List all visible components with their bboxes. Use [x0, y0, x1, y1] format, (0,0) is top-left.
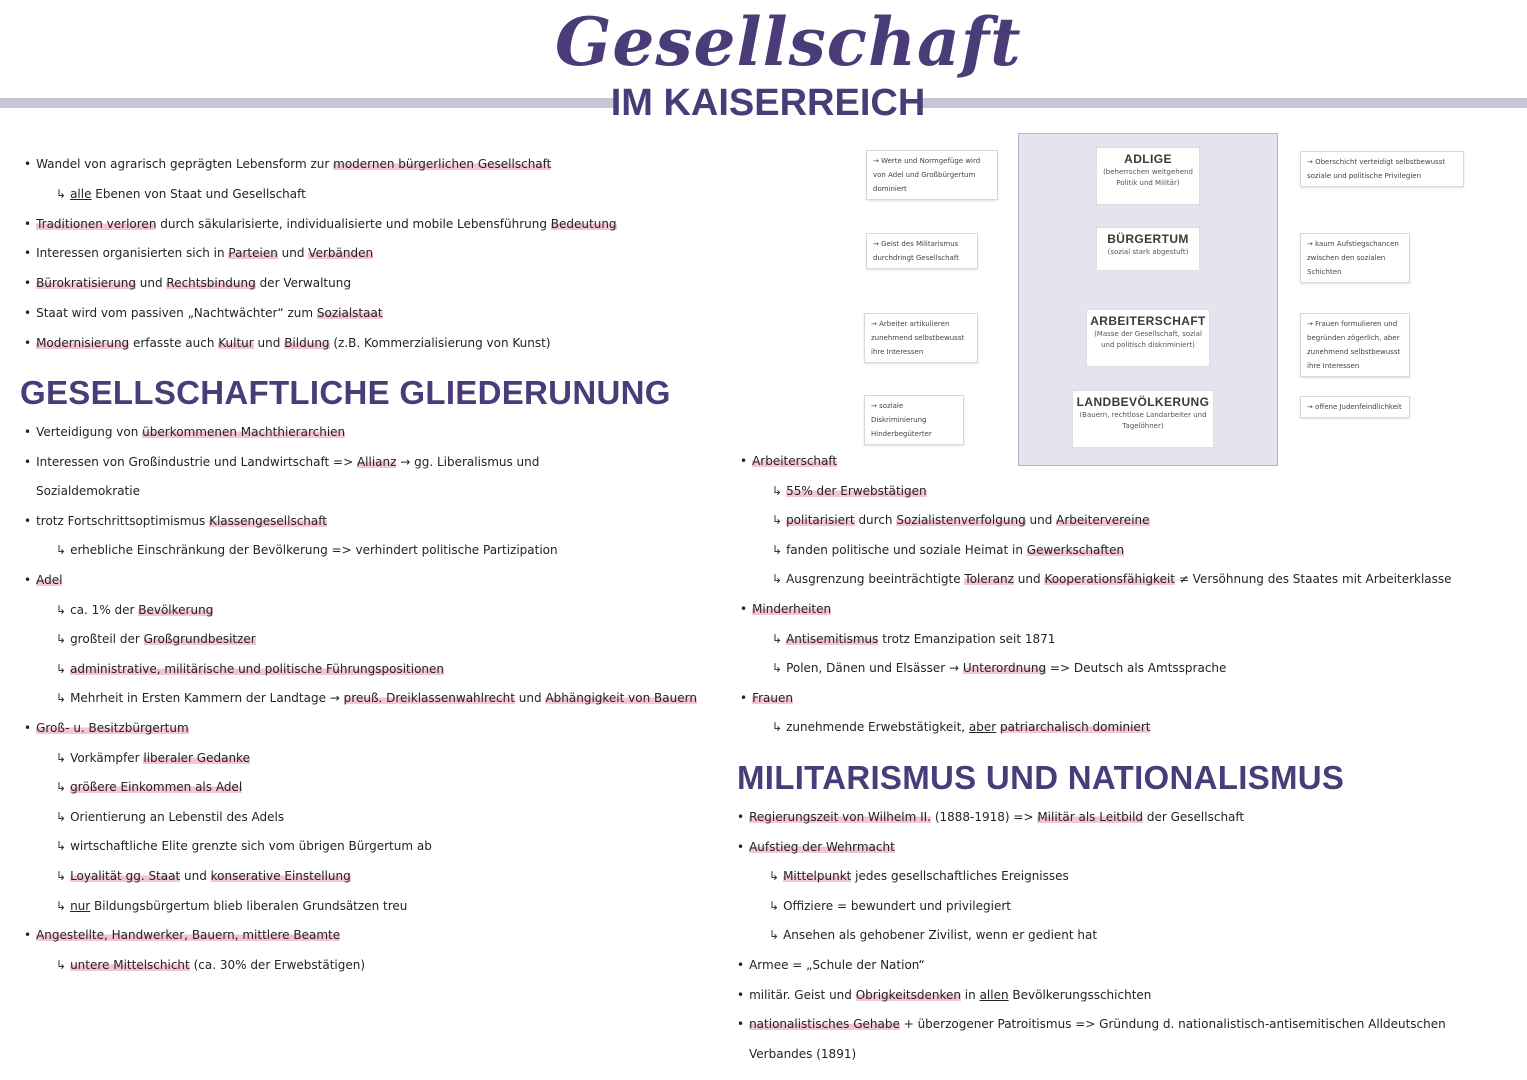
note-text: militär. Geist und — [749, 987, 856, 1002]
society-diagram — [1018, 133, 1278, 466]
hook-arrow-icon: ↳ — [56, 898, 67, 913]
note-text: und — [253, 335, 285, 350]
highlighted-text: Abhängigkeit von Bauern — [545, 691, 697, 706]
sub-point — [769, 867, 1069, 885]
bullet-point — [24, 512, 327, 530]
hook-arrow-icon: ↳ — [769, 869, 780, 884]
title-rule-right — [918, 98, 1527, 108]
bullet-point — [740, 452, 837, 470]
highlighted-text: Sozialstaat — [316, 306, 383, 320]
sub-point — [56, 808, 284, 826]
highlighted-text: patriarchalisch dominiert — [1000, 720, 1151, 735]
bullet-marker: • — [737, 839, 745, 854]
sub-point — [56, 185, 306, 203]
highlighted-text: Bevölkerung — [138, 602, 214, 617]
note-text: erhebliche Einschränkung der Bevölkerung => verhindert politische Partizipation — [70, 543, 558, 558]
note-text: Ausgrenzung beeinträchtigte — [786, 572, 965, 587]
continuation-line — [36, 482, 140, 500]
highlighted-text: Aufstieg der Wehrmacht — [749, 839, 895, 854]
sub-point — [56, 689, 697, 707]
note-text: ca. 1% der — [70, 602, 139, 617]
highlighted-text: Angestellte, Handwerker, Bauern, mittlere Beamte — [36, 928, 341, 943]
highlighted-text: konserative Einstellung — [210, 869, 351, 883]
tier-adlige — [1097, 148, 1199, 204]
hook-arrow-icon: ↳ — [56, 780, 67, 795]
hook-arrow-icon: ↳ — [772, 572, 783, 587]
highlighted-text: Allianz — [356, 454, 397, 469]
highlighted-text: Großgrundbesitzer — [143, 632, 256, 647]
note-text: Bildungsbürgertum blieb liberalen Grundsätzen treu — [90, 898, 408, 913]
highlighted-text: Verbänden — [308, 246, 374, 261]
bullet-marker: • — [24, 157, 32, 171]
tier-arbeiterschaft — [1087, 310, 1209, 366]
note-text: trotz Fortschrittsoptimismus — [36, 513, 210, 528]
highlighted-text: Modernisierung — [36, 335, 130, 350]
section-heading-gliederung: GESELLSCHAFTLICHE GLIEDERUNUNG — [20, 374, 671, 411]
note-text: Bevölkerungsschichten — [1008, 987, 1152, 1002]
hook-arrow-icon: ↳ — [772, 513, 783, 528]
highlighted-text: Regierungszeit von Wilhelm II. — [749, 810, 931, 824]
hook-arrow-icon: ↳ — [56, 839, 67, 854]
bullet-marker: • — [24, 928, 32, 943]
note-text: (z.B. Kommerzialisierung von Kunst) — [329, 335, 551, 350]
highlighted-text: untere Mittelschicht — [70, 957, 190, 972]
hook-arrow-icon: ↳ — [772, 542, 783, 557]
note-text: und — [277, 246, 309, 261]
hook-arrow-icon: ↳ — [56, 750, 67, 765]
hook-arrow-icon: ↳ — [56, 691, 67, 706]
highlighted-text: Bildung — [284, 335, 330, 350]
hook-arrow-icon: ↳ — [769, 898, 780, 913]
note-text: Staat wird vom passiven „Nachtwächter“ zum — [36, 306, 317, 320]
bullet-point — [24, 334, 551, 352]
sub-point — [772, 630, 1055, 648]
note-text: fanden politische und soziale Heimat in — [786, 542, 1027, 557]
highlighted-text: Bedeutung — [550, 216, 617, 231]
sub-point — [56, 867, 351, 885]
hook-arrow-icon: ↳ — [56, 661, 67, 676]
note-text: der Gesellschaft — [1143, 810, 1245, 824]
highlighted-text: Arbeiterschaft — [752, 454, 838, 468]
diagram-note-right: → Oberschicht verteidigt selbstbewusst soziale und politische Privilegien — [1300, 151, 1464, 187]
bullet-marker: • — [737, 958, 745, 972]
sub-point — [56, 778, 242, 796]
note-text: Vorkämpfer — [70, 750, 144, 765]
bullet-marker: • — [24, 246, 32, 261]
note-text: durch — [854, 513, 897, 528]
highlighted-text: Klassengesellschaft — [209, 513, 327, 528]
bullet-point — [24, 155, 551, 173]
note-text: → gg. Liberalismus und — [396, 454, 540, 469]
bullet-marker: • — [737, 987, 745, 1002]
highlighted-text: Kooperationsfähigkeit — [1044, 572, 1175, 587]
highlighted-text: Gewerkschaften — [1026, 542, 1125, 557]
sub-point — [772, 570, 1452, 588]
bullet-point — [737, 838, 895, 856]
highlighted-text: Bürokratisierung — [36, 276, 136, 291]
hook-arrow-icon: ↳ — [769, 928, 780, 943]
note-text: aber — [968, 720, 997, 735]
bullet-point — [737, 956, 925, 974]
note-text: Polen, Dänen und Elsässer → — [786, 661, 963, 676]
highlighted-text: Parteien — [228, 246, 278, 261]
hook-arrow-icon: ↳ — [56, 957, 67, 972]
note-text: und — [1025, 513, 1057, 528]
hook-arrow-icon: ↳ — [56, 602, 67, 617]
highlighted-text: Arbeitervereine — [1056, 513, 1150, 528]
tier-description: (beherrschen weitgehend Politik und Militär) — [1103, 168, 1193, 187]
highlighted-text: Groß- u. Besitzbürgertum — [36, 721, 189, 735]
highlighted-text: Antisemitismus — [786, 631, 879, 646]
note-text: wirtschaftliche Elite grenzte sich vom übrigen Bürgertum ab — [70, 839, 432, 854]
note-text: alle — [70, 186, 92, 201]
highlighted-text: Toleranz — [964, 572, 1014, 587]
highlighted-text: Obrigkeitsdenken — [855, 987, 961, 1002]
bullet-point — [24, 215, 617, 233]
diagram-note-left: → Arbeiter artikulieren zunehmend selbstbewusst ihre Interessen — [864, 313, 978, 363]
bullet-point — [24, 423, 345, 441]
note-text: und — [514, 691, 546, 706]
page-title: Gesellschaft — [555, 3, 1022, 81]
note-text: Mehrheit in Ersten Kammern der Landtage → — [70, 691, 344, 706]
diagram-note-left: → Werte und Normgefüge wird von Adel und Großbürgertum dominiert — [866, 150, 998, 200]
note-text: trotz Emanzipation seit 1871 — [878, 631, 1056, 646]
highlighted-text: liberaler Gedanke — [143, 750, 250, 765]
bullet-marker: • — [740, 602, 748, 616]
note-text: Orientierung an Lebenstil des Adels — [70, 809, 285, 824]
note-text: großteil der — [70, 632, 144, 647]
tier-buergertum — [1097, 228, 1199, 270]
highlighted-text: Adel — [36, 573, 63, 587]
highlighted-text: Mittelpunkt — [783, 869, 852, 884]
note-text: Armee = „Schule der Nation“ — [749, 958, 925, 972]
bullet-point — [24, 244, 373, 262]
highlighted-text: Unterordnung — [962, 661, 1047, 676]
note-text: (ca. 30% der Erwebstätigen) — [189, 957, 366, 972]
highlighted-text: Militär als Leitbild — [1037, 810, 1144, 824]
highlighted-text: Sozialistenverfolgung — [896, 513, 1026, 528]
note-text: durch säkularisierte, individualisierte und mobile Lebensführung — [156, 216, 551, 231]
section-heading-militarismus: MILITARISMUS UND NATIONALISMUS — [737, 759, 1345, 796]
sub-point — [769, 897, 1011, 915]
note-text: in — [960, 987, 980, 1002]
bullet-marker: • — [24, 216, 32, 231]
note-text: Ansehen als gehobener Zivilist, wenn er gedient hat — [783, 928, 1098, 943]
hook-arrow-icon: ↳ — [772, 661, 783, 676]
note-text: (1888-1918) => — [931, 810, 1038, 824]
highlighted-text: preuß. Dreiklassenwahlrecht — [343, 691, 515, 706]
highlighted-text: Kultur — [218, 335, 254, 350]
bullet-point — [24, 571, 62, 589]
highlighted-text: größere Einkommen als Adel — [70, 780, 243, 795]
tier-name: ADLIGE — [1124, 152, 1172, 166]
bullet-marker: • — [740, 690, 748, 705]
bullet-point — [24, 453, 539, 471]
bullet-marker: • — [24, 513, 32, 528]
highlighted-text: Minderheiten — [752, 602, 832, 616]
highlighted-text: Traditionen verloren — [36, 216, 157, 231]
sub-point — [772, 482, 927, 500]
note-text: nur — [70, 898, 91, 913]
highlighted-text: nationalistisches Gehabe — [749, 1017, 900, 1032]
sub-point — [56, 630, 256, 648]
tier-description: (sozial stark abgestuft) — [1107, 248, 1189, 256]
bullet-point — [24, 274, 351, 292]
hook-arrow-icon: ↳ — [772, 483, 783, 498]
diagram-note-right: → offene Judenfeindlichkeit — [1300, 396, 1410, 418]
bullet-point — [737, 986, 1151, 1004]
tier-landbevoelkerung — [1073, 391, 1213, 447]
highlighted-text: modernen bürgerlichen Gesellschaft — [333, 157, 552, 171]
diagram-note-right: → kaum Aufstiegschancen zwischen den sozialen Schichten — [1300, 233, 1410, 283]
bullet-marker: • — [737, 810, 745, 824]
note-text: Verteidigung von — [36, 425, 143, 439]
hook-arrow-icon: ↳ — [56, 632, 67, 647]
page-subtitle: IM KAISERREICH — [610, 82, 926, 124]
bullet-marker: • — [740, 454, 748, 468]
highlighted-text: politarisiert — [786, 513, 855, 528]
sub-point — [769, 926, 1097, 944]
bullet-marker: • — [24, 306, 32, 320]
bullet-marker: • — [737, 1017, 745, 1032]
sub-point — [772, 718, 1150, 736]
highlighted-text: überkommenen Machthierarchien — [142, 425, 346, 439]
sub-point — [56, 837, 432, 855]
sub-point — [56, 749, 250, 767]
bullet-marker: • — [24, 721, 32, 735]
hook-arrow-icon: ↳ — [56, 543, 67, 558]
bullet-point — [24, 926, 340, 944]
bullet-marker: • — [24, 573, 32, 587]
note-text: jedes gesellschaftliches Ereignisses — [851, 869, 1069, 884]
note-text: Ebenen von Staat und Gesellschaft — [91, 186, 306, 201]
note-text: + überzogener Patroitismus => Gründung d. nationalistisch-antisemitischen Alldeutschen — [899, 1017, 1446, 1032]
bullet-point — [740, 600, 831, 618]
sub-point — [772, 541, 1124, 559]
note-text: allen — [979, 987, 1009, 1002]
sub-point — [772, 511, 1150, 529]
note-text: und — [180, 869, 211, 883]
highlighted-text: Loyalität gg. Staat — [70, 869, 181, 883]
bullet-marker: • — [24, 335, 32, 350]
diagram-note-left: → soziale Diskriminierung Hinderbegüterter — [864, 395, 964, 445]
highlighted-text: 55% der Erwebstätigen — [786, 483, 927, 498]
title-rule-left — [0, 98, 615, 108]
highlighted-text: Rechtsbindung — [166, 276, 256, 291]
hook-arrow-icon: ↳ — [56, 809, 67, 824]
bullet-marker: • — [24, 425, 32, 439]
tier-description: (Masse der Gesellschaft, sozial und politisch diskriminiert) — [1094, 330, 1202, 349]
bullet-point — [737, 808, 1244, 826]
diagram-note-left: → Geist des Militarismus durchdringt Gesellschaft — [866, 233, 978, 269]
note-text: Verbandes (1891) — [749, 1046, 857, 1061]
bullet-point — [740, 689, 793, 707]
sub-point — [56, 660, 444, 678]
bullet-point — [24, 304, 383, 322]
bullet-point — [24, 719, 189, 737]
sub-point — [56, 601, 213, 619]
note-text: Interessen von Großindustrie und Landwirtschaft => — [36, 454, 357, 469]
sub-point — [772, 659, 1226, 677]
note-text: der Verwaltung — [255, 276, 351, 291]
diagram-note-right: → Frauen formulieren und begründen zögerlich, aber zunehmend selbstbewusst ihre Interessen — [1300, 313, 1410, 377]
tier-name: BÜRGERTUM — [1107, 232, 1189, 246]
hook-arrow-icon: ↳ — [772, 720, 783, 735]
note-text: und — [1013, 572, 1045, 587]
tier-description: (Bauern, rechtlose Landarbeiter und Tagelöhner) — [1079, 411, 1207, 430]
bullet-marker: • — [24, 454, 32, 469]
note-text: Interessen organisierten sich in — [36, 246, 229, 261]
sub-point — [56, 956, 365, 974]
highlighted-text: Frauen — [752, 690, 793, 705]
note-text: zunehmende Erwebstätigkeit, — [786, 720, 969, 735]
note-text: erfasste auch — [129, 335, 219, 350]
note-text: => Deutsch als Amtssprache — [1046, 661, 1227, 676]
sub-point — [56, 897, 407, 915]
note-text: Sozialdemokratie — [36, 484, 140, 499]
hook-arrow-icon: ↳ — [56, 186, 67, 201]
tier-name: ARBEITERSCHAFT — [1090, 314, 1206, 328]
bullet-marker: • — [24, 276, 32, 291]
note-text: ≠ Versöhnung des Staates mit Arbeiterklasse — [1175, 572, 1452, 587]
tier-name: LANDBEVÖLKERUNG — [1076, 395, 1210, 409]
highlighted-text: administrative, militärische und politische Führungspositionen — [70, 661, 445, 676]
note-text: und — [135, 276, 167, 291]
hook-arrow-icon: ↳ — [772, 631, 783, 646]
bullet-point — [737, 1015, 1446, 1033]
note-text: Offiziere = bewundert und privilegiert — [783, 898, 1011, 913]
hook-arrow-icon: ↳ — [56, 869, 67, 883]
continuation-line — [749, 1045, 856, 1063]
note-text: Wandel von agrarisch geprägten Lebensform zur — [36, 157, 334, 171]
sub-point — [56, 541, 558, 559]
